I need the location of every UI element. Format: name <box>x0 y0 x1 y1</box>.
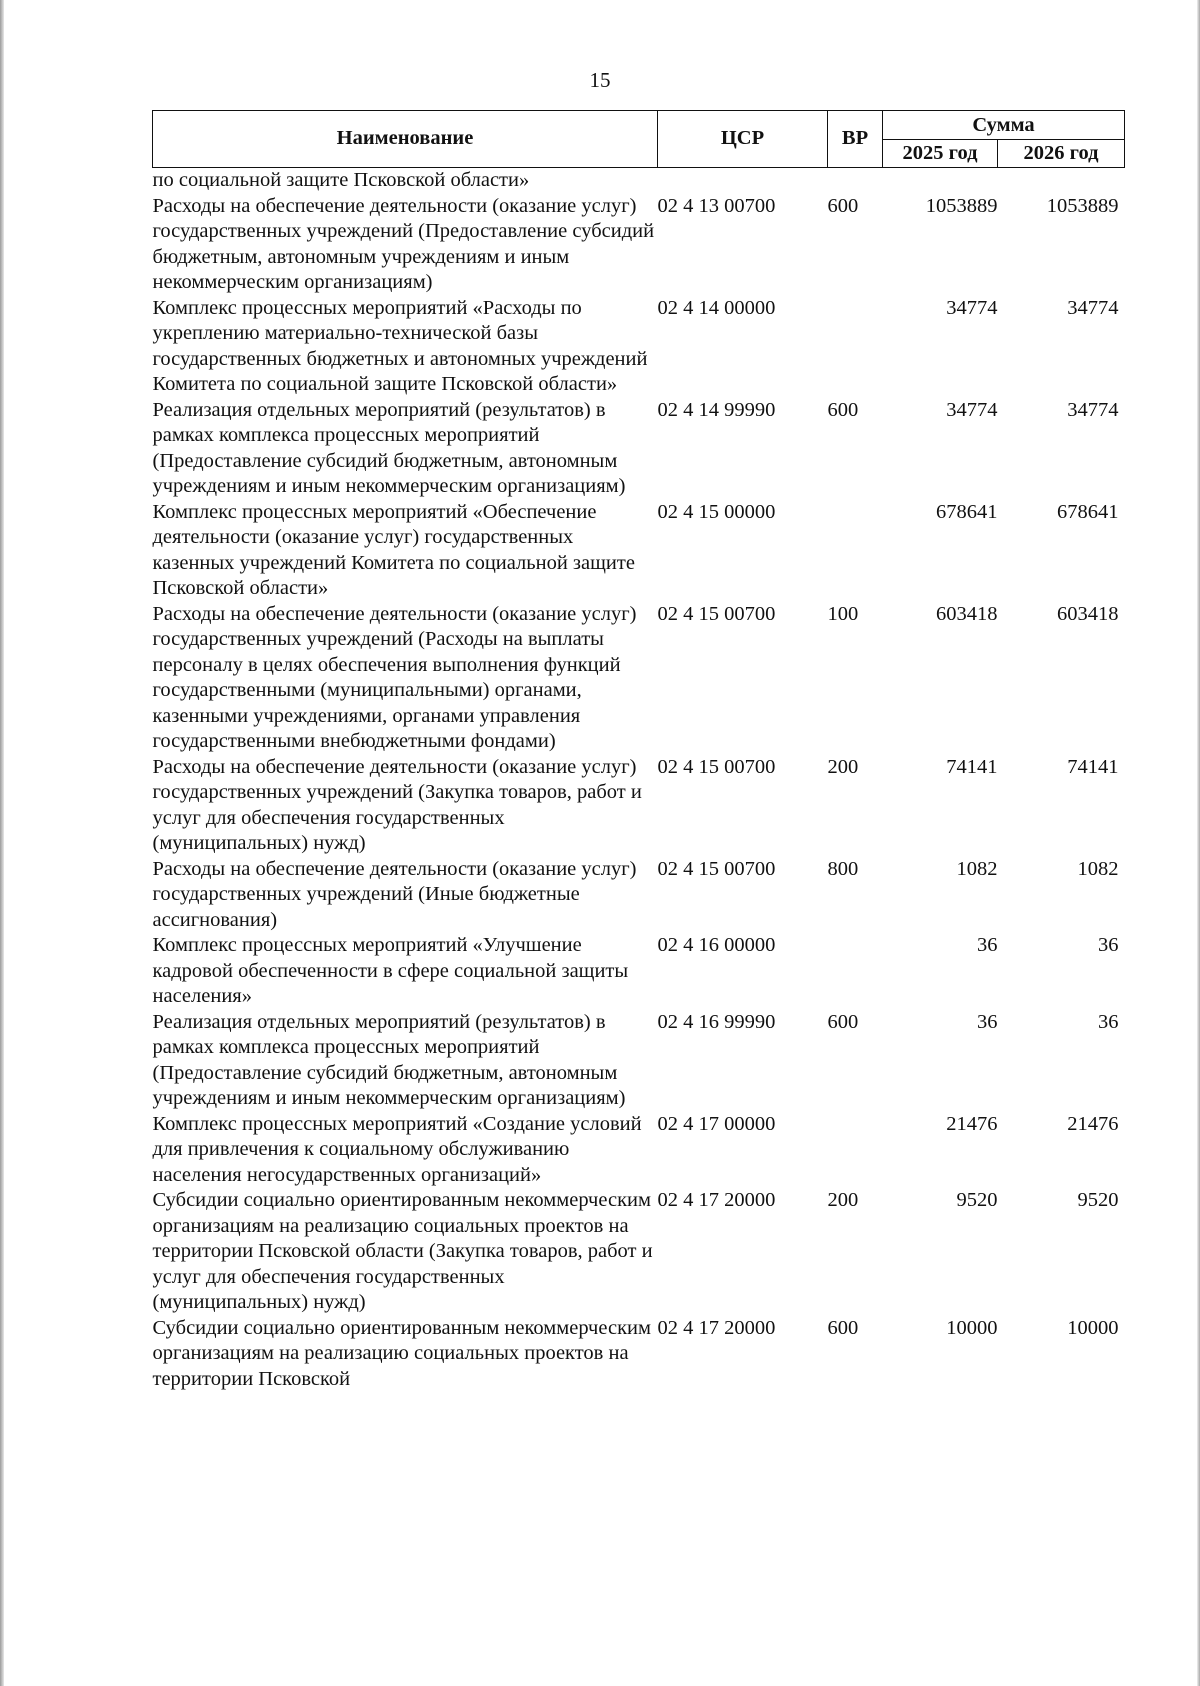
table-row <box>153 933 1125 1010</box>
row-csr: 02 4 14 00000 <box>657 296 776 319</box>
row-vr: 600 <box>827 194 859 217</box>
budget-table <box>152 110 1125 1392</box>
row-amount-2025: 10000 <box>946 1316 998 1339</box>
scan-edge-left <box>0 0 4 1686</box>
row-amount-2026: 36 <box>1098 934 1119 956</box>
table-row <box>153 857 1125 934</box>
row-vr: 600 <box>827 1010 859 1033</box>
row-amount-2026: 1082 <box>1077 857 1119 880</box>
row-amount-2026: 1053889 <box>1046 194 1119 217</box>
row-name: Комплекс процессных мероприятий «Улучшение кадровой обеспеченности в сфере социальной защиты населения» <box>152 934 629 1007</box>
row-csr: 02 4 17 20000 <box>657 1189 776 1211</box>
row-vr: 100 <box>827 602 859 625</box>
row-name: Комплекс процессных мероприятий «Создание условий для привлечения к социальному обслуживанию населения негосударственных организаций» <box>152 1112 642 1186</box>
row-amount-2025: 74141 <box>946 755 998 778</box>
row-amount-2026: 74141 <box>1067 755 1119 778</box>
row-vr: 200 <box>827 755 859 778</box>
row-vr <box>828 296 883 398</box>
row-amount-2026: 9520 <box>1077 1189 1119 1211</box>
row-name: Расходы на обеспечение деятельности (оказание услуг) государственных учреждений (Расходы на выплаты персоналу в целях обеспечения выполнения функций государственными (муниципальными) органами, казенными учреждениями, органами управления государственными внебюджетными фондами) <box>152 602 637 752</box>
row-csr: 02 4 13 00700 <box>657 194 776 217</box>
column-header-vr: ВР <box>828 111 883 168</box>
row-amount-2025: 1082 <box>956 857 998 880</box>
row-name: Расходы на обеспечение деятельности (оказание услуг) государственных учреждений (Иные бюджетные ассигнования) <box>152 857 637 931</box>
table-row <box>153 755 1125 857</box>
row-amount-2026: 34774 <box>1067 296 1119 319</box>
row-name: по социальной защите Псковской области» <box>152 169 530 191</box>
row-name: Расходы на обеспечение деятельности (оказание услуг) государственных учреждений (Предоставление субсидий бюджетным, автономным учреждениям и иным некоммерческим организациям) <box>152 194 655 293</box>
row-amount-2025: 36 <box>977 1010 998 1033</box>
column-header-2026: 2026 год <box>998 139 1125 168</box>
row-vr <box>828 500 883 602</box>
row-amount-2026: 34774 <box>1067 398 1119 421</box>
row-csr: 02 4 15 00000 <box>657 500 776 523</box>
row-vr <box>828 933 883 1010</box>
row-vr: 600 <box>827 398 859 421</box>
table-row <box>153 1188 1125 1316</box>
table-row <box>153 1010 1125 1112</box>
row-name: Субсидии социально ориентированным некоммерческим организациям на реализацию социальных проектов на территории Псковской <box>152 1316 651 1390</box>
row-vr: 600 <box>827 1316 859 1339</box>
row-amount-2025 <box>883 168 998 194</box>
row-amount-2025: 34774 <box>946 398 998 421</box>
row-vr: 200 <box>827 1189 859 1211</box>
row-csr: 02 4 15 00700 <box>657 755 776 778</box>
row-vr <box>828 168 883 194</box>
table-row <box>153 500 1125 602</box>
table-row <box>153 1112 1125 1189</box>
row-name: Реализация отдельных мероприятий (результатов) в рамках комплекса процессных мероприятий (Предоставление субсидий бюджетным, автономным учреждениям и иным некоммерческим организациям) <box>152 1010 626 1109</box>
row-amount-2026: 603418 <box>1057 602 1119 625</box>
row-csr: 02 4 17 00000 <box>657 1112 776 1135</box>
row-csr: 02 4 17 20000 <box>657 1316 776 1339</box>
table-row <box>153 296 1125 398</box>
table-body <box>153 168 1125 1393</box>
row-amount-2025: 36 <box>977 934 998 956</box>
row-amount-2025: 34774 <box>946 296 998 319</box>
column-header-csr: ЦСР <box>658 111 828 168</box>
row-name: Расходы на обеспечение деятельности (оказание услуг) государственных учреждений (Закупка товаров, работ и услуг для обеспечения государственных (муниципальных) нужд) <box>152 755 642 854</box>
row-amount-2026: 21476 <box>1067 1112 1119 1135</box>
table-header <box>153 111 1125 168</box>
row-vr: 800 <box>827 857 859 880</box>
table-row <box>153 1316 1125 1393</box>
row-csr: 02 4 16 00000 <box>657 934 776 956</box>
table-row <box>153 602 1125 755</box>
row-amount-2025: 1053889 <box>925 194 998 217</box>
row-amount-2026 <box>998 168 1125 194</box>
row-amount-2025: 603418 <box>936 602 998 625</box>
row-name: Комплекс процессных мероприятий «Обеспечение деятельности (оказание услуг) государственных казенных учреждений Комитета по социальной защите Псковской области» <box>152 500 635 599</box>
table-row <box>153 194 1125 296</box>
row-amount-2025: 21476 <box>946 1112 998 1135</box>
row-amount-2025: 678641 <box>936 500 998 523</box>
row-csr: 02 4 15 00700 <box>657 857 776 880</box>
row-amount-2026: 36 <box>1098 1010 1119 1033</box>
column-header-sum: Сумма <box>883 111 1125 140</box>
row-name: Реализация отдельных мероприятий (результатов) в рамках комплекса процессных мероприятий (Предоставление субсидий бюджетным, автономным учреждениям и иным некоммерческим организациям) <box>152 398 626 497</box>
table-row <box>153 168 1125 194</box>
row-name: Комплекс процессных мероприятий «Расходы по укреплению материально-технической базы государственных бюджетных и автономных учреждений Комитета по социальной защите Псковской области» <box>152 296 648 395</box>
row-vr <box>828 1112 883 1189</box>
row-amount-2025: 9520 <box>956 1189 998 1211</box>
row-csr: 02 4 16 99990 <box>657 1010 776 1033</box>
row-name: Субсидии социально ориентированным некоммерческим организациям на реализацию социальных проектов на территории Псковской области (Закупка товаров, работ и услуг для обеспечения государственных (муниципальных) нужд) <box>152 1189 653 1313</box>
column-header-2025: 2025 год <box>883 139 998 168</box>
page-number: 15 <box>589 68 611 92</box>
row-csr: 02 4 15 00700 <box>657 602 776 625</box>
row-amount-2026: 678641 <box>1057 500 1119 523</box>
table-row <box>153 398 1125 500</box>
row-csr: 02 4 14 99990 <box>657 398 776 421</box>
column-header-name: Наименование <box>153 111 658 168</box>
row-csr <box>658 168 828 194</box>
row-amount-2026: 10000 <box>1067 1316 1119 1339</box>
